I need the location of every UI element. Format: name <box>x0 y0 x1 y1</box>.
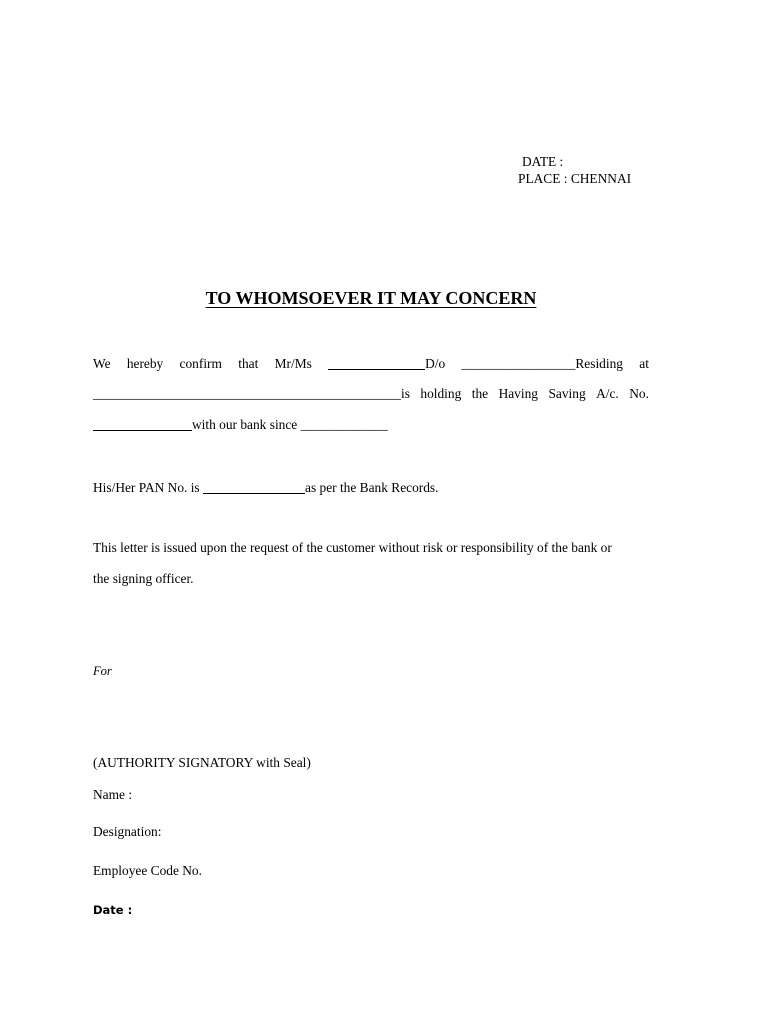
name-blank[interactable] <box>328 357 425 370</box>
pan-prefix: His/Her PAN No. is <box>93 480 200 495</box>
word: confirm <box>179 356 222 371</box>
word: Saving <box>548 386 586 401</box>
word: Having <box>498 386 538 401</box>
word: the <box>471 386 489 401</box>
employee-code-label: Employee Code No. <box>93 863 202 878</box>
parent-name-blank[interactable]: _________________ <box>461 356 576 371</box>
with-bank-text: with our bank since <box>192 417 298 432</box>
body-line-1 <box>93 355 649 372</box>
word: holding <box>420 386 462 401</box>
signature-date-label: Date : <box>93 903 133 917</box>
authority-signatory-label: (AUTHORITY SIGNATORY with Seal) <box>93 755 311 770</box>
for-label: For <box>93 664 112 678</box>
disclaimer-line-2: the signing officer. <box>93 571 194 586</box>
word: We <box>93 356 111 371</box>
parent-group <box>462 356 623 372</box>
word: A/c. <box>596 386 619 401</box>
letter-title: TO WHOMSOEVER IT MAY CONCERN <box>205 288 537 308</box>
designation-label: Designation: <box>93 824 162 839</box>
disclaimer-line-1: This letter is issued upon the request of the customer without risk or responsibility of the bank or <box>93 540 612 555</box>
header-date-label: DATE : <box>522 154 564 169</box>
do-label: D/o <box>425 356 446 371</box>
word: that <box>238 356 259 371</box>
body-line-3 <box>93 416 388 433</box>
account-number-blank[interactable] <box>93 418 192 431</box>
word: No. <box>629 386 649 401</box>
body-line-2 <box>93 386 649 402</box>
pan-suffix: as per the Bank Records. <box>305 480 439 495</box>
name-label: Name : <box>93 787 133 802</box>
word: Mr/Ms <box>274 356 312 371</box>
residing-label: Residing <box>575 356 623 371</box>
word: at <box>639 356 649 371</box>
word: is <box>400 386 410 401</box>
name-group <box>328 355 445 372</box>
since-date-blank[interactable]: _____________ <box>300 417 388 432</box>
pan-number-blank[interactable] <box>203 481 305 494</box>
address-group <box>93 386 410 402</box>
word: hereby <box>126 356 164 371</box>
header-place-label: PLACE : CHENNAI <box>518 171 632 186</box>
pan-line <box>93 479 439 496</box>
address-blank[interactable]: ______________________________________________ <box>93 386 401 401</box>
